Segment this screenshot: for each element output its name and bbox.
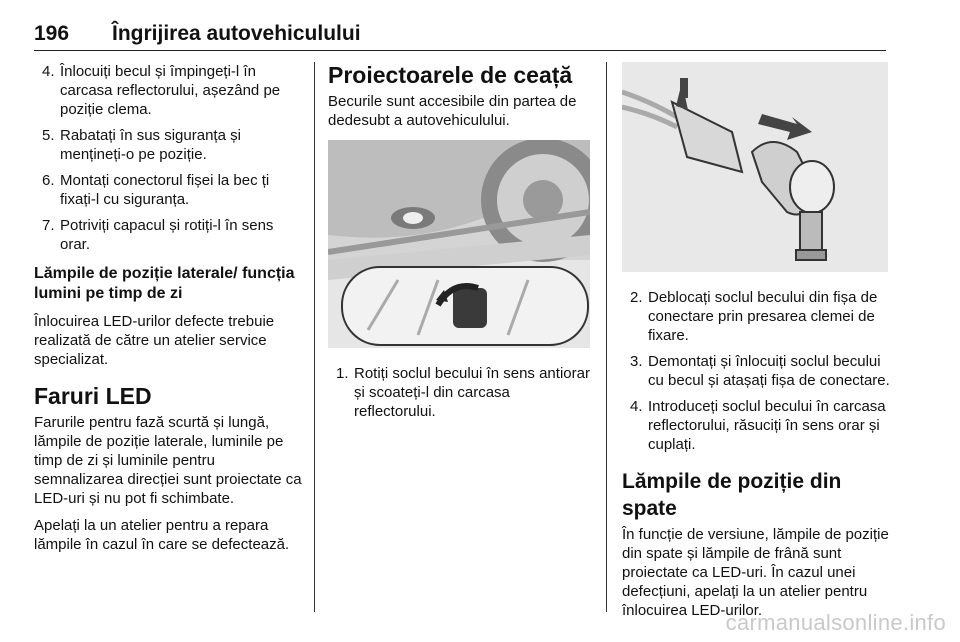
list-item: 1. Rotiți soclul becului în sens antiorar și scoateți-l din carcasa reflectorului.: [336, 365, 590, 420]
rear-lights-heading: Lămpile de poziție din spate: [622, 470, 842, 520]
watermark: carmanualsonline.info: [725, 610, 946, 635]
list-item: 6. Montați conectorul fișei la bec ți fixați-l cu siguranța.: [42, 172, 270, 208]
list-item: 3. Demontați și înlocuiți soclul becului cu becul și atașați fișa de conectare.: [630, 353, 890, 389]
column-middle: [328, 62, 594, 428]
chapter-title: Îngrijirea autovehiculului: [112, 22, 361, 45]
fog-lights-heading: Proiectoarele de ceață: [328, 62, 573, 88]
column-divider-right: [606, 62, 607, 612]
column-right: [622, 62, 890, 628]
workshop-text: Apelați la un atelier pentru a repara lămpile în cazul în care se defectează.: [34, 517, 290, 553]
column-left: [34, 62, 304, 562]
list-item: 7. Potriviți capacul și rotiți-l în sens orar.: [42, 217, 274, 253]
fog-light-steps: [328, 364, 594, 421]
page-number: 196: [34, 22, 70, 45]
led-headlights-text: Farurile pentru fază scurtă și lungă, lămpile de poziție laterale, luminile pe timp de zi și luminile pentru semnalizarea direcției sunt proiectate ca LED-uri și nu pot fi schimbate.: [34, 414, 302, 507]
led-headlights-heading: Faruri LED: [34, 383, 152, 409]
list-item: 2. Deblocați soclul becului din fișa de conectare prin presarea clemei de fixare.: [630, 289, 878, 344]
list-item: 4. Introduceți soclul becului în carcasa reflectorului, răsuciți în sens orar și cuplați.: [630, 398, 886, 453]
fog-light-access-illustration: [328, 140, 590, 348]
bulb-socket-illustration: [622, 62, 888, 272]
bulb-replacement-steps: [34, 62, 304, 254]
column-divider-left: [314, 62, 315, 612]
page-header: [34, 22, 886, 50]
socket-steps: [622, 288, 890, 454]
header-divider: [34, 50, 886, 51]
list-item: 4. Înlocuiți becul și împingeți-l în carcasa reflectorului, așezând pe poziție clema.: [42, 63, 281, 118]
side-lights-text: Înlocuirea LED-urilor defecte trebuie realizată de către un atelier service specializat.: [34, 313, 275, 368]
side-lights-heading: Lămpile de poziție laterale/ funcția lumini pe timp de zi: [34, 265, 295, 302]
fog-lights-intro: Becurile sunt accesibile din partea de dedesubt a autovehiculului.: [328, 93, 577, 129]
list-item: 5. Rabatați în sus siguranța și mențineți-o pe poziție.: [42, 127, 241, 163]
rear-lights-text: În funcție de versiune, lămpile de poziție din spate și lămpile de frână sunt proiectate ca LED-uri. În cazul unei defecțiuni, apelați la un atelier pentru înlocuirea LED-urilor.: [622, 526, 889, 619]
